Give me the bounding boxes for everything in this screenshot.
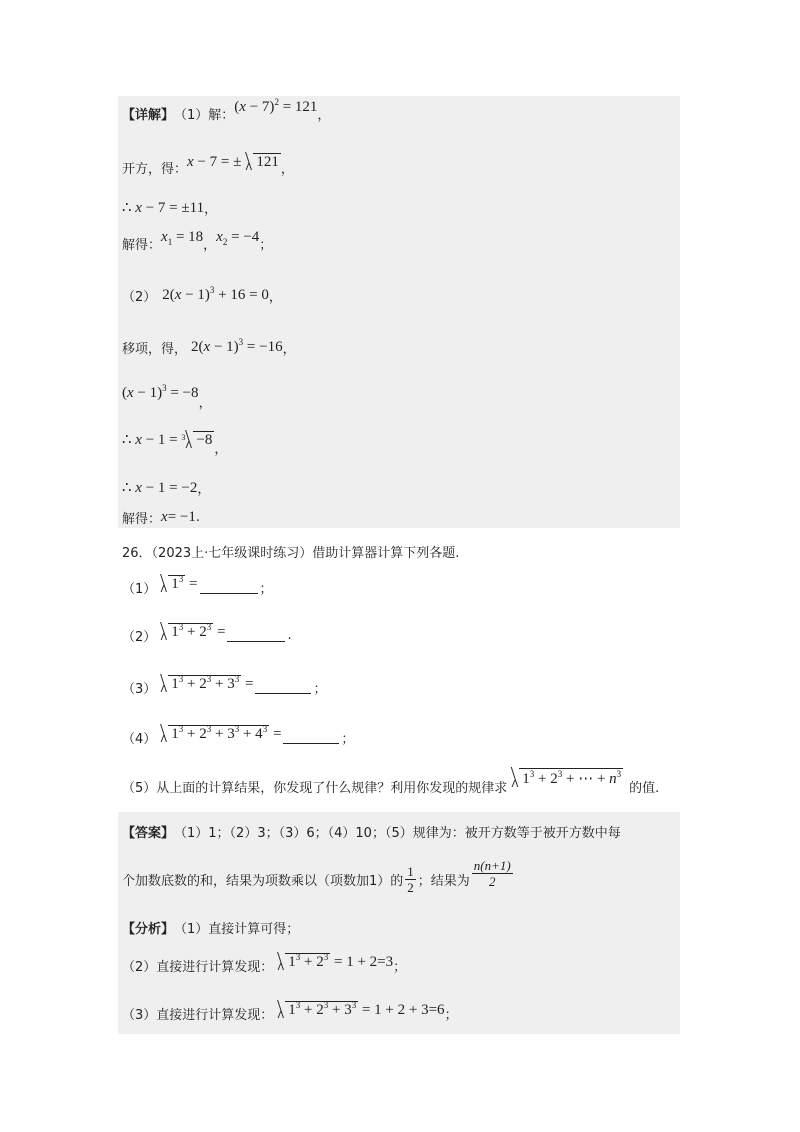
answer-line-2	[122, 858, 515, 895]
detail-line-6: 移项，得， $2(x - 1)^3 = -16$ ，	[122, 337, 296, 357]
item-end: ；	[313, 682, 327, 697]
detail-eq-3: ∴ x − 7 = ±11	[122, 200, 205, 216]
answer-line2-pre: 个加数底数的和，结果为项数乘以（项数加1）的	[122, 874, 404, 889]
item-end: ；	[341, 732, 355, 747]
question-item-5	[122, 769, 660, 796]
detail-eq-6: $2(x - 1)^3 = -16$	[191, 337, 283, 355]
detail-eq-7: $(x - 1)^3 = -8$	[122, 383, 199, 401]
item5-post: 的值.	[629, 780, 660, 796]
detail-tag: 【详解】	[122, 108, 175, 123]
detail-line-3: ∴ x − 7 = ±11 ，	[122, 200, 218, 217]
detail-text-4: 解得：	[122, 238, 162, 253]
item-expr: $1^3$ =	[156, 575, 197, 593]
detail-eq-8: ∴ x − 1 = $^3$ −8	[122, 432, 213, 448]
fraction-half: $\frac{1}{2}$	[407, 864, 414, 895]
question-item-1	[122, 573, 273, 597]
question-item-3	[122, 673, 327, 697]
item-expr: $1^3 + 2^3 + 3^3 + 4^3$ =	[156, 725, 281, 743]
item5-expr: $1^3 + 2^3$ + ⋯ + $n^3$	[507, 768, 623, 788]
item-label: （2）	[122, 630, 157, 645]
detail-line-8: ∴ x − 1 = $^3$ −8 ，	[122, 432, 228, 457]
item-end: .	[287, 628, 292, 643]
detail-text-10: 解得：	[122, 512, 162, 527]
answer-tag: 【答案】	[122, 826, 175, 841]
answer-blank	[255, 682, 311, 694]
analysis-eq-2: $1^3 + 2^3 = 1 + 2=3$	[273, 953, 393, 971]
item-label: （3）	[122, 682, 157, 697]
detail-text-2: 开方，得：	[122, 162, 188, 177]
detail-line-7: $(x - 1)^3 = -8$ ，	[122, 383, 212, 411]
analysis-line2-pre: （2）直接进行计算发现：	[122, 960, 274, 975]
detail-eq-10: x= −1	[161, 509, 196, 525]
analysis-line-3	[122, 999, 458, 1023]
detail-eq-5: $2(x - 1)^3 + 16 = 0$	[162, 285, 269, 303]
answer-blank	[200, 582, 258, 594]
analysis-line1: （1）直接计算可得；	[174, 922, 300, 937]
answer-line2-mid: ；结果为	[417, 874, 470, 889]
detail-text-6: 移项，得，	[122, 342, 188, 357]
detail-part1-label: （1）解：	[174, 108, 235, 123]
item5-pre: （5）从上面的计算结果，你发现了什么规律？利用你发现的规律求	[122, 780, 508, 796]
detail-eq-4a: $x_1 = 18$	[161, 229, 204, 247]
analysis-line2-end: ；	[393, 960, 407, 975]
detail-line-5: （2） $2(x - 1)^3 + 16 = 0$ ，	[122, 285, 282, 305]
detail-line-1: 【详解】 （1）解： $(x - 7)^2 = 121$ ，	[122, 97, 331, 123]
detail-part2-label: （2）	[122, 290, 157, 305]
detail-eq-2: x − 7 = ± 121	[187, 153, 279, 170]
question-item-4	[122, 723, 355, 747]
analysis-line-1	[122, 918, 299, 937]
detail-line-10: 解得： x= −1 .	[122, 509, 200, 527]
item-expr: $1^3 + 2^3$ =	[156, 623, 225, 641]
detail-line-9: ∴ x − 1 = −2 ，	[122, 480, 211, 497]
detail-eq-9: ∴ x − 1 = −2	[122, 480, 198, 496]
analysis-line3-end: ；	[444, 1008, 458, 1023]
item-expr: $1^3 + 2^3 + 3^3$ =	[156, 675, 253, 693]
item-label: （1）	[122, 582, 157, 597]
analysis-line3-pre: （3）直接进行计算发现：	[122, 1008, 274, 1023]
analysis-eq-3: $1^3 + 2^3 + 3^3 = 1 + 2 + 3=6$	[273, 1001, 444, 1019]
question-stem-text: 26．（2023上·七年级课时练习）借助计算器计算下列各题.	[122, 546, 460, 561]
item-label: （4）	[122, 732, 157, 747]
detail-line-2: 开方，得： x − 7 = ± 121 ，	[122, 153, 294, 177]
detail-eq-4b: $x_2 = -4$	[216, 229, 260, 247]
detail-line-4: 解得： $x_1 = 18$ ， $x_2 = -4$ ；	[122, 229, 273, 253]
answer-blank	[283, 732, 339, 744]
answer-line1: （1）1；（2）3；（3）6；（4）10；（5）规律为：被开方数等于被开方数中每	[174, 826, 621, 841]
fraction-result: $\frac{n(n+1)}{2}$	[473, 858, 511, 889]
analysis-tag: 【分析】	[122, 922, 175, 937]
answer-blank	[227, 630, 285, 642]
answer-line-1	[122, 822, 621, 841]
analysis-line-2	[122, 951, 407, 975]
question-item-2	[122, 621, 292, 645]
detail-eq-1: $(x - 7)^2 = 121$	[234, 97, 318, 115]
question-stem	[122, 542, 459, 561]
item-end: ；	[259, 582, 273, 597]
